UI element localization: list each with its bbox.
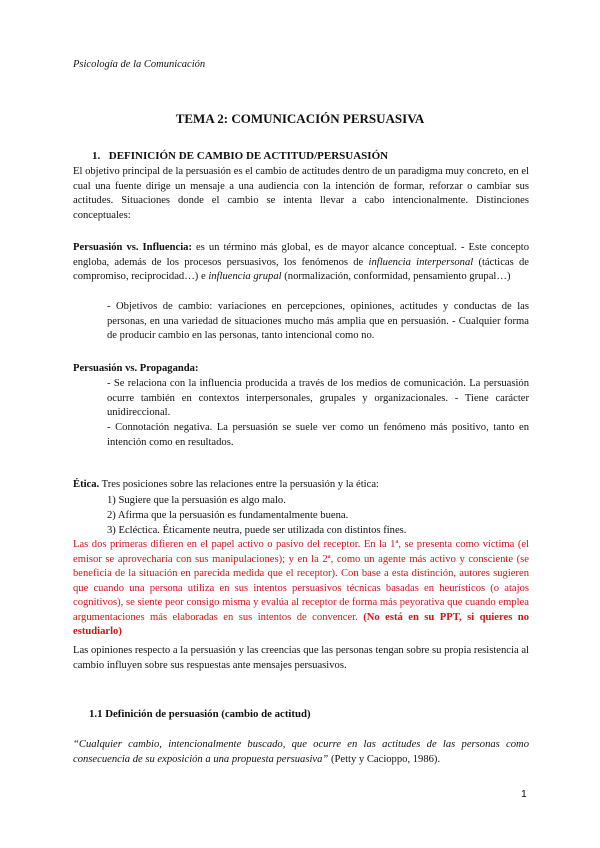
etica-paragraph — [73, 478, 529, 493]
section-heading — [92, 150, 388, 162]
page-title: TEMA 2: COMUNICACIÓN PERSUASIVA — [175, 111, 425, 126]
etica-closing-paragraph: Las opiniones respecto a la persuasión y las creencias que las personas tengan sobre su propia resistencia al cambio influyen sobre sus respuestas ante mensajes persuasivos. — [73, 645, 529, 671]
subsection-heading: 1.1 Definición de persuasión (cambio de actitud) — [89, 708, 311, 720]
etica-position-2: 2) Afirma que la persuasión es fundamentalmente buena. — [107, 510, 349, 521]
persuasion-propaganda-label: Persuasión vs. Propaganda: — [73, 363, 199, 374]
intro-paragraph: El objetivo principal de la persuasión es el cambio de actitudes dentro de un paradigma muy concreto, en el cual una fuente dirige un mensaje a una audiencia con la intención de formar, reforzar o cambiar sus actitudes. Situaciones donde el cambio se intenta llevar a cabo intencionalmente. Distinciones conceptuales: — [73, 166, 529, 221]
section-heading-text: DEFINICIÓN DE CAMBIO DE ACTITUD/PERSUASIÓN — [108, 150, 389, 162]
page-number: 1 — [521, 788, 527, 800]
persuasion-influencia-text-a: es un término más global, es de mayor alcance conceptual. - Este concepto engloba, además de los procesos persuasivos, los fenómenos de — [73, 242, 529, 268]
section-number: 1. — [92, 150, 101, 162]
propaganda-point-1: - Se relaciona con la influencia producida a través de los medios de comunicación. La persuasión ocurre también en contextos interpersonales, grupales y organizacionales. - Tiene carácter unidireccional. — [107, 378, 529, 418]
propaganda-point-2: - Connotación negativa. La persuasión se suele ver como un fenómeno más positivo, tanto en intención como en resultados. — [107, 422, 529, 448]
etica-note-bold: (No está en su PPT, si quieres no estudiarlo) — [73, 611, 529, 637]
persuasion-influencia-text-c: (normalización, conformidad, pensamiento grupal…) — [281, 271, 511, 282]
etica-label: Ética. — [73, 479, 100, 490]
etica-position-3: 3) Ecléctica. Éticamente neutra, puede ser utilizada con distintos fines. — [107, 525, 407, 536]
term-influencia-grupal: influencia grupal — [208, 271, 282, 282]
definition-quote — [73, 737, 529, 767]
objetivos-paragraph: - Objetivos de cambio: variaciones en percepciones, opiniones, actitudes y conductas de las personas, en una variedad de situaciones mucho más amplia que en persuasión. - Cualquier forma de producir cambio en las personas, tanto intencional como no. — [107, 301, 529, 341]
etica-intro: Tres posiciones sobre las relaciones entre la persuasión y la ética: — [99, 479, 379, 490]
quote-citation: (Petty y Cacioppo, 1986). — [328, 754, 441, 765]
persuasion-influencia-label: Persuasión vs. Influencia: — [73, 242, 192, 253]
etica-note-red — [73, 538, 529, 640]
etica-position-1: 1) Sugiere que la persuasión es algo malo. — [107, 495, 286, 506]
persuasion-influencia-paragraph — [73, 241, 529, 285]
term-influencia-interpersonal: influencia interpersonal — [368, 256, 474, 268]
quote-text: “Cualquier cambio, intencionalmente buscado, que ocurre en las actitudes de las personas como consecuencia de su exposición a una propuesta persuasiva” — [73, 739, 529, 765]
persuasion-influencia-text-b: (tácticas de compromiso, reciprocidad…) e — [73, 256, 529, 282]
running-header: Psicología de la Comunicación — [73, 59, 206, 70]
etica-note-text: Las dos primeras difieren en el papel activo o pasivo del receptor. En la 1ª, se presenta como víctima (el emisor se aprovecharía con sus manipulaciones); y en la 2ª, como un agente más activo y consciente (se beneficia de la situación en parecida medida que el receptor). Con base a esta distinción, autores sugieren que cuando una persona utiliza en sus intentos persuasivos técnicas basadas en heurísticos (o atajos cognitivos), se siente peor consigo misma y evalúa al receptor de forma más peyorativa que cuando emplea argumentaciones más elaboradas en sus intentos de convencer. — [73, 539, 529, 623]
